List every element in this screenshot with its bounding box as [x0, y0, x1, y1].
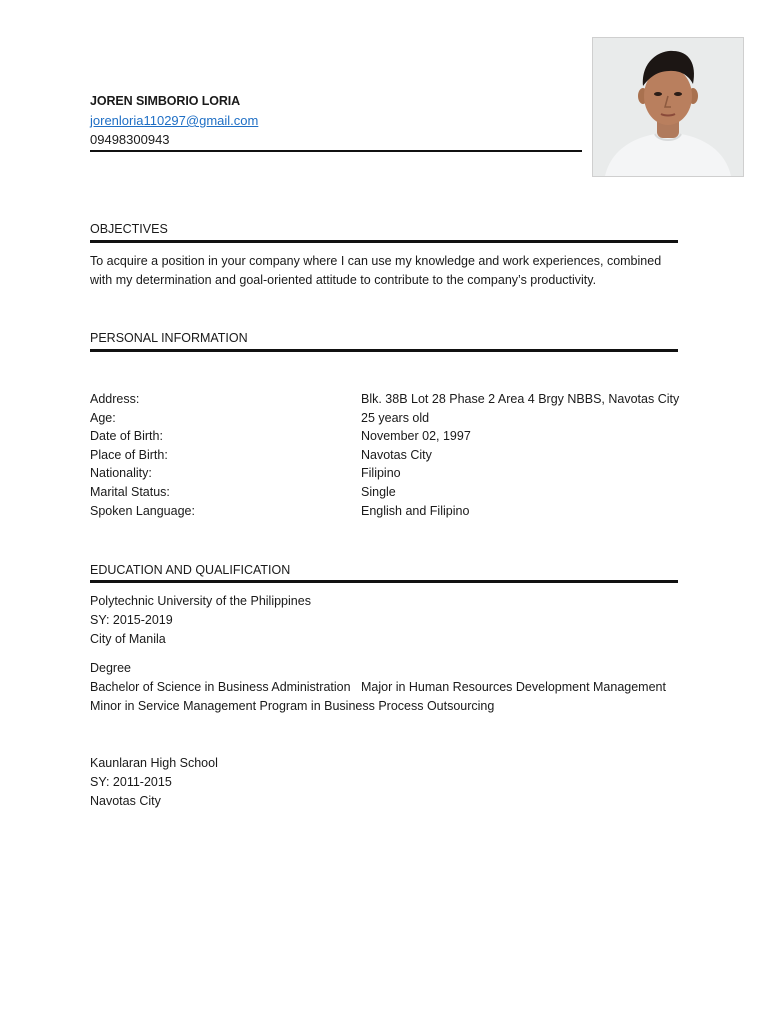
college-school: Polytechnic University of the Philippines — [90, 594, 311, 608]
info-label: Nationality: — [90, 466, 152, 480]
info-row-place-of-birth — [90, 446, 680, 465]
info-row-date-of-birth — [90, 427, 680, 446]
degree-label: Degree — [90, 661, 131, 675]
info-value: 25 years old — [361, 411, 430, 425]
degree-title: Bachelor of Science in Business Administration Major in Human Resources Development Management — [90, 680, 666, 694]
personal-info-heading: PERSONAL INFORMATION — [90, 331, 248, 345]
education-heading: EDUCATION AND QUALIFICATION — [90, 563, 291, 577]
info-value: Single — [361, 485, 396, 499]
info-label: Place of Birth: — [90, 448, 168, 462]
info-label: Marital Status: — [90, 485, 170, 499]
person-portrait-icon — [593, 38, 743, 176]
objectives-text — [90, 252, 680, 290]
objectives-divider — [90, 240, 678, 243]
info-value: November 02, 1997 — [361, 429, 471, 443]
info-value: Blk. 38B Lot 28 Phase 2 Area 4 Brgy NBBS, Navotas City — [361, 392, 680, 406]
profile-photo — [592, 37, 744, 177]
info-row-address — [90, 390, 680, 409]
objectives-line: To acquire a position in your company where I can use my knowledge and work experiences, combined — [90, 254, 662, 268]
info-row-age — [90, 409, 680, 428]
personal-info-divider — [90, 349, 678, 352]
info-label: Spoken Language: — [90, 504, 195, 518]
info-row-nationality — [90, 464, 680, 483]
highschool-school: Kaunlaran High School — [90, 756, 218, 770]
header-divider — [90, 150, 582, 152]
header — [90, 92, 582, 149]
info-label: Age: — [90, 411, 116, 425]
objectives-line: with my determination and goal-oriented attitude to contribute to the company’s productivity. — [90, 273, 597, 287]
applicant-name: JOREN SIMBORIO LORIA — [90, 94, 241, 108]
info-value: Navotas City — [361, 448, 432, 462]
info-value: Filipino — [361, 466, 401, 480]
info-row-spoken-language — [90, 502, 680, 521]
email-link[interactable]: jorenloria110297@gmail.com — [90, 113, 259, 128]
info-label: Date of Birth: — [90, 429, 163, 443]
objectives-heading: OBJECTIVES — [90, 222, 168, 236]
info-row-marital-status — [90, 483, 680, 502]
college-school-year: SY: 2015-2019 — [90, 613, 173, 627]
degree-minor: Minor in Service Management Program in Business Process Outsourcing — [90, 699, 495, 713]
info-label: Address: — [90, 392, 140, 406]
college-location: City of Manila — [90, 632, 166, 646]
phone-number: 09498300943 — [90, 132, 170, 147]
info-value: English and Filipino — [361, 504, 470, 518]
education-divider — [90, 580, 678, 583]
highschool-location: Navotas City — [90, 794, 161, 808]
highschool-school-year: SY: 2011-2015 — [90, 775, 172, 789]
